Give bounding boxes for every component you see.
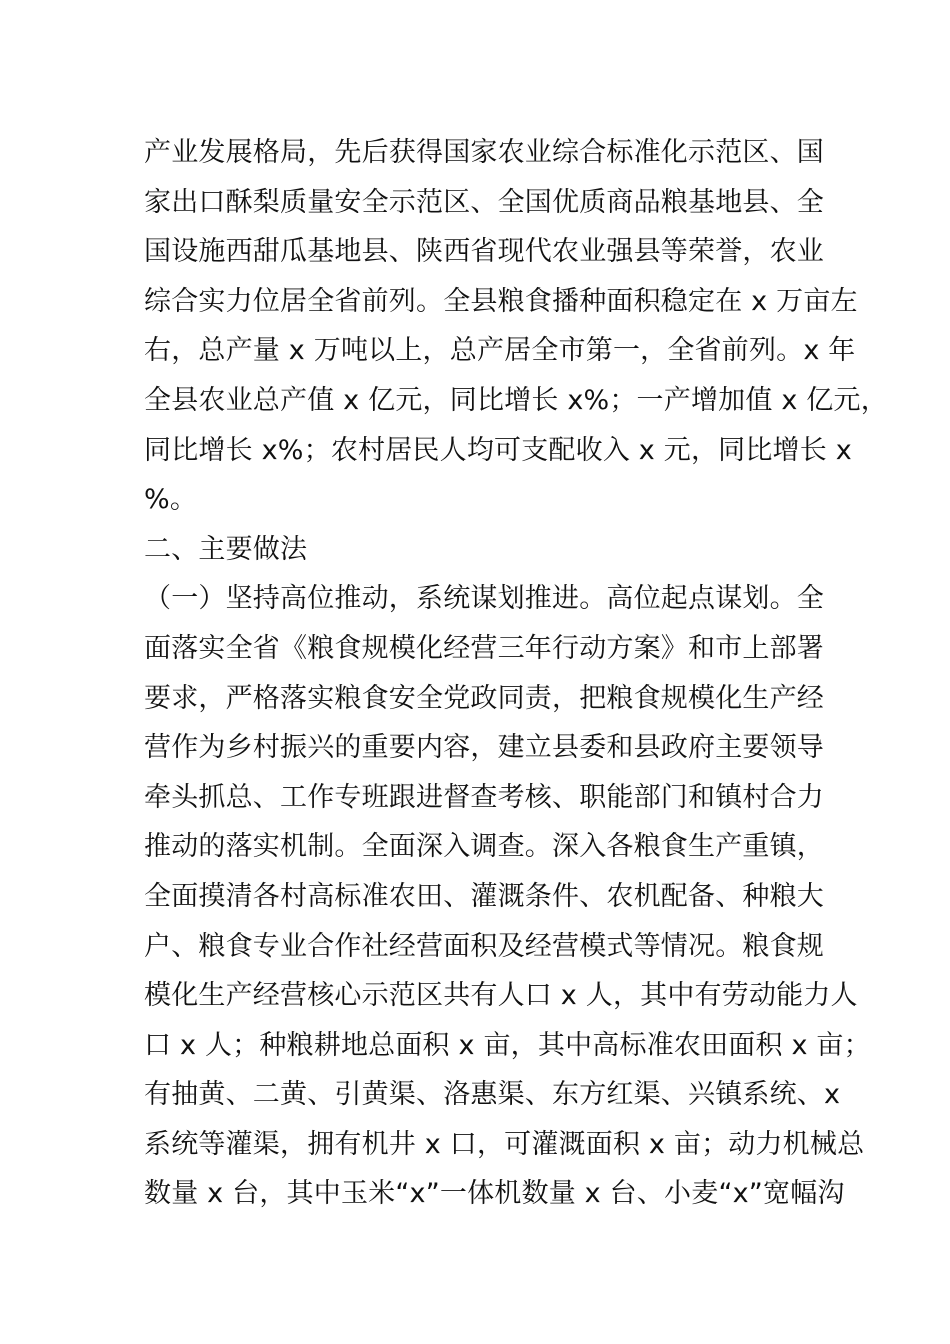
text-line: 模化生产经营核心示范区共有人口 x 人，其中有劳动能力人: [144, 980, 858, 1012]
text-line: 推动的落实机制。全面深入调查。深入各粮食生产重镇，: [144, 831, 824, 863]
text-line: 产业发展格局，先后获得国家农业综合标准化示范区、国: [144, 137, 824, 168]
text-line: 口 x 人；种粮耕地总面积 x 亩，其中高标准农田面积 x 亩；: [144, 1029, 871, 1061]
text-line: 数量 x 台，其中玉米“x”一体机数量 x 台、小麦“x”宽幅沟: [144, 1178, 845, 1210]
text-line: 综合实力位居全省前列。全县粮食播种面积稳定在 x 万亩左: [144, 285, 858, 317]
text-line: 右，总产量 x 万吨以上，总产居全市第一，全省前列。x 年: [144, 335, 856, 367]
text-line: 同比增长 x%；农村居民人均可支配收入 x 元，同比增长 x: [144, 434, 852, 466]
text-line: 要求，严格落实粮食安全党政同责，把粮食规模化生产经: [144, 682, 824, 714]
text-line: %。: [144, 484, 198, 516]
text-line: 国设施西甜瓜基地县、陕西省现代农业强县等荣誉，农业: [144, 236, 824, 268]
text-line: 户、粮食专业合作社经营面积及经营模式等情况。粮食规: [144, 930, 824, 962]
text-line: 营作为乡村振兴的重要内容，建立县委和县政府主要领导: [144, 732, 824, 764]
text-line: 有抽黄、二黄、引黄渠、洛惠渠、东方红渠、兴镇系统、x: [144, 1079, 841, 1111]
text-line: 牵头抓总、工作专班跟进督查考核、职能部门和镇村合力: [144, 781, 824, 813]
text-line: 家出口酥梨质量安全示范区、全国优质商品粮基地县、全: [144, 186, 824, 218]
text-line: （一）坚持高位推动，系统谋划推进。高位起点谋划。全: [144, 583, 824, 615]
text-line: 全县农业总产值 x 亿元，同比增长 x%；一产增加值 x 亿元，: [144, 384, 888, 416]
text-line: 全面摸清各村高标准农田、灌溉条件、农机配备、种粮大: [144, 880, 824, 912]
document-body: [144, 128, 888, 1219]
text-line: 系统等灌渠，拥有机井 x 口，可灌溉面积 x 亩；动力机械总: [144, 1128, 865, 1160]
section-heading: 二、主要做法: [144, 533, 308, 565]
text-line: 面落实全省《粮食规模化经营三年行动方案》和市上部署: [144, 632, 824, 664]
